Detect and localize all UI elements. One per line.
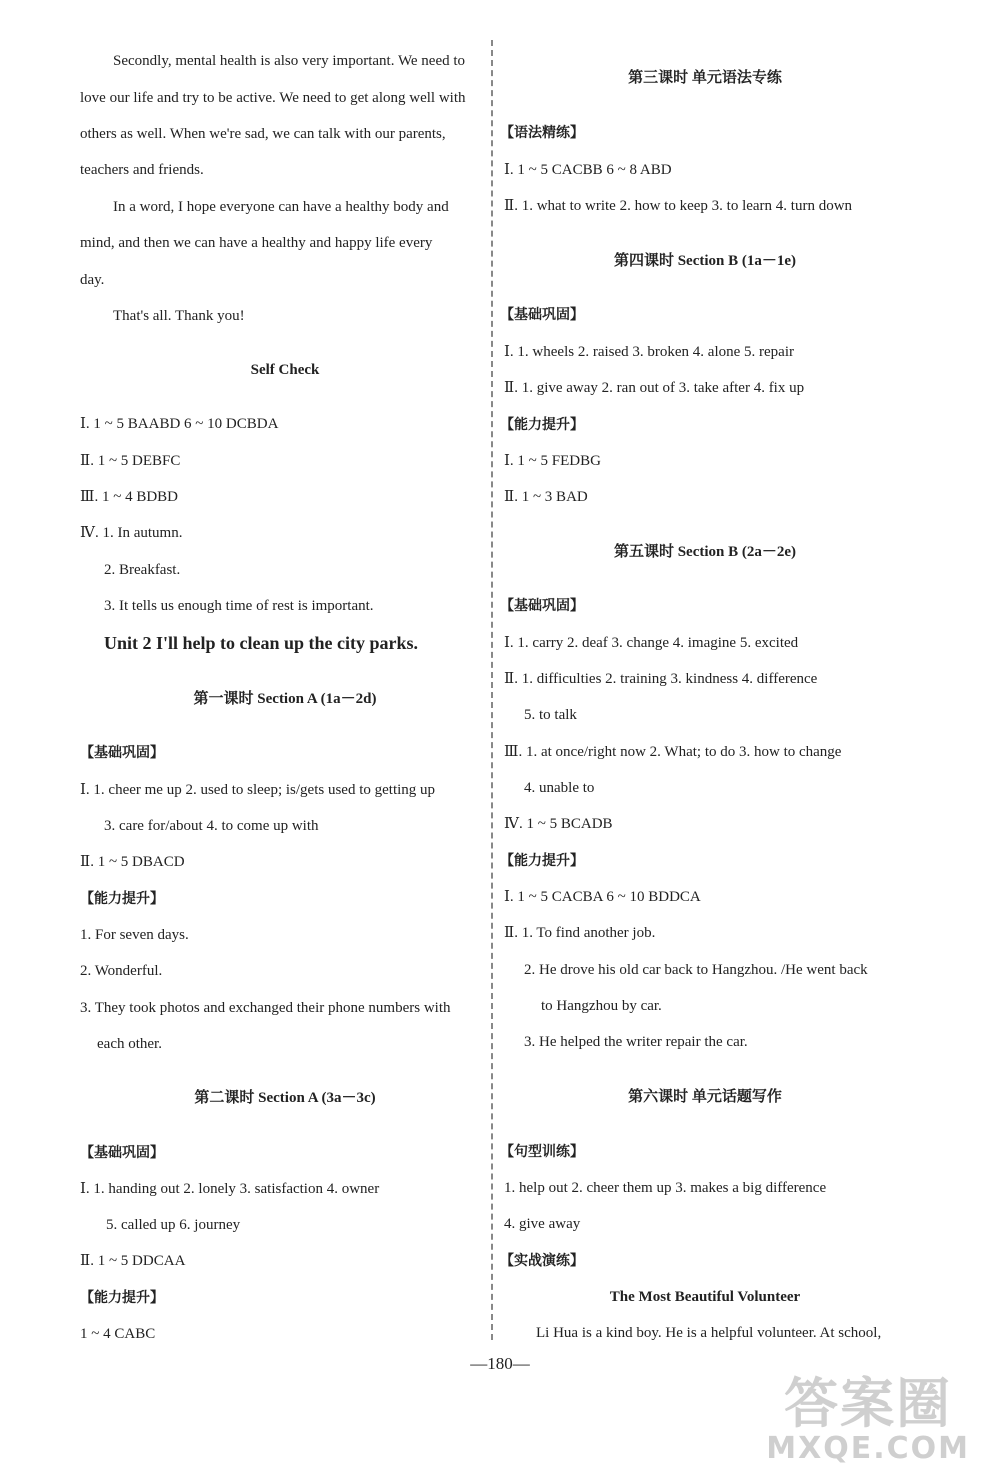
answer-line: 3. care for/about 4. to come up with: [104, 818, 319, 834]
answer-line: Ⅳ. 1. In autumn.: [80, 525, 183, 541]
answer-line: Ⅰ. 1. carry 2. deaf 3. change 4. imagine 5. excited: [504, 635, 799, 651]
answer-line: 4. give away: [504, 1216, 581, 1232]
page-number: —180—: [470, 1354, 530, 1373]
subsection-heading: 【能力提升】: [500, 417, 584, 433]
answer-line: Ⅱ. 1. To find another job.: [504, 925, 656, 941]
paragraph-line: love our life and try to be active. We need to get along well with: [80, 90, 466, 106]
unit-title: Unit 2 I'll help to clean up the city parks.: [104, 633, 419, 653]
answer-line: Ⅰ. 1. cheer me up 2. used to sleep; is/gets used to getting up: [80, 782, 436, 798]
paragraph-line: day.: [80, 272, 105, 288]
paragraph-line: Secondly, mental health is also very important. We need to: [113, 53, 466, 69]
lesson-title: 第六课时 单元话题写作: [628, 1089, 782, 1105]
subsection-heading: 【能力提升】: [80, 891, 164, 907]
answer-line: 2. He drove his old car back to Hangzhou. /He went back: [524, 962, 868, 978]
answer-line: to Hangzhou by car.: [541, 998, 662, 1014]
answer-line: Ⅱ. 1 ~ 5 DBACD: [80, 854, 185, 870]
watermark-logo: [766, 1372, 970, 1466]
subsection-heading: 【基础巩固】: [500, 307, 584, 323]
answer-line: Ⅰ. 1. handing out 2. lonely 3. satisfaction 4. owner: [80, 1181, 380, 1197]
answer-line: Ⅰ. 1 ~ 5 FEDBG: [504, 453, 601, 469]
answer-line: 5. to talk: [524, 707, 577, 723]
answer-line: Ⅲ. 1 ~ 4 BDBD: [80, 489, 179, 505]
watermark-logo-text: 答案圈: [784, 1372, 953, 1435]
lesson-title: 第三课时 单元语法专练: [628, 70, 782, 86]
answer-line: 1. For seven days.: [80, 927, 189, 943]
answer-line: 3. It tells us enough time of rest is important.: [104, 598, 374, 614]
subsection-heading: 【基础巩固】: [80, 745, 164, 761]
essay-title: The Most Beautiful Volunteer: [609, 1289, 801, 1305]
answer-line: 2. Breakfast.: [104, 562, 181, 578]
answer-line: Ⅱ. 1 ~ 5 DEBFC: [80, 453, 181, 469]
answer-line: Ⅱ. 1 ~ 3 BAD: [504, 489, 588, 505]
answer-line: Ⅰ. 1. wheels 2. raised 3. broken 4. alone 5. repair: [504, 344, 795, 360]
subsection-heading: 【能力提升】: [80, 1290, 164, 1306]
paragraph-line: others as well. When we're sad, we can talk with our parents,: [80, 126, 446, 142]
answer-line: Ⅰ. 1 ~ 5 CACBB 6 ~ 8 ABD: [504, 162, 672, 178]
lesson-title: 第一课时 Section A (1a－2d): [193, 691, 377, 707]
subsection-heading: 【语法精练】: [500, 125, 584, 141]
lesson-title: 第二课时 Section A (3a－3c): [194, 1090, 376, 1106]
column-divider: [491, 40, 493, 1340]
answer-line: 4. unable to: [524, 780, 595, 796]
lesson-title: 第四课时 Section B (1a－1e): [613, 253, 797, 269]
subsection-heading: 【句型训练】: [500, 1144, 584, 1160]
answer-line: 2. Wonderful.: [80, 963, 163, 979]
subsection-heading: 【基础巩固】: [500, 598, 584, 614]
answer-line: 3. They took photos and exchanged their phone numbers with: [80, 1000, 451, 1016]
subsection-heading: 【基础巩固】: [80, 1145, 164, 1161]
section-title: Self Check: [250, 362, 320, 378]
answer-line: 1 ~ 4 CABC: [80, 1326, 156, 1342]
paragraph-line: That's all. Thank you!: [113, 308, 245, 324]
answer-line: 5. called up 6. journey: [106, 1217, 241, 1233]
answer-line: 1. help out 2. cheer them up 3. makes a big difference: [504, 1180, 827, 1196]
paragraph-line: mind, and then we can have a healthy and happy life every: [80, 235, 433, 251]
answer-line: Ⅲ. 1. at once/right now 2. What; to do 3. how to change: [504, 744, 842, 760]
answer-line: Ⅱ. 1. difficulties 2. training 3. kindness 4. difference: [504, 671, 818, 687]
answer-line: 3. He helped the writer repair the car.: [524, 1034, 748, 1050]
answer-line: Ⅱ. 1 ~ 5 DDCAA: [80, 1253, 186, 1269]
answer-line: Ⅰ. 1 ~ 5 BAABD 6 ~ 10 DCBDA: [80, 416, 279, 432]
paragraph-line: teachers and friends.: [80, 162, 204, 178]
answer-line: Ⅳ. 1 ~ 5 BCADB: [504, 816, 613, 832]
lesson-title: 第五课时 Section B (2a－2e): [613, 544, 797, 560]
watermark-url: MXQE.COM: [766, 1431, 970, 1466]
essay-line: Li Hua is a kind boy. He is a helpful volunteer. At school,: [536, 1325, 882, 1341]
subsection-heading: 【能力提升】: [500, 853, 584, 869]
answer-line: Ⅱ. 1. what to write 2. how to keep 3. to learn 4. turn down: [504, 198, 853, 214]
answer-line: each other.: [97, 1036, 162, 1052]
answer-line: Ⅰ. 1 ~ 5 CACBA 6 ~ 10 BDDCA: [504, 889, 701, 905]
paragraph-line: In a word, I hope everyone can have a healthy body and: [113, 199, 449, 215]
subsection-heading: 【实战演练】: [500, 1253, 584, 1269]
answer-line: Ⅱ. 1. give away 2. ran out of 3. take after 4. fix up: [504, 380, 805, 396]
